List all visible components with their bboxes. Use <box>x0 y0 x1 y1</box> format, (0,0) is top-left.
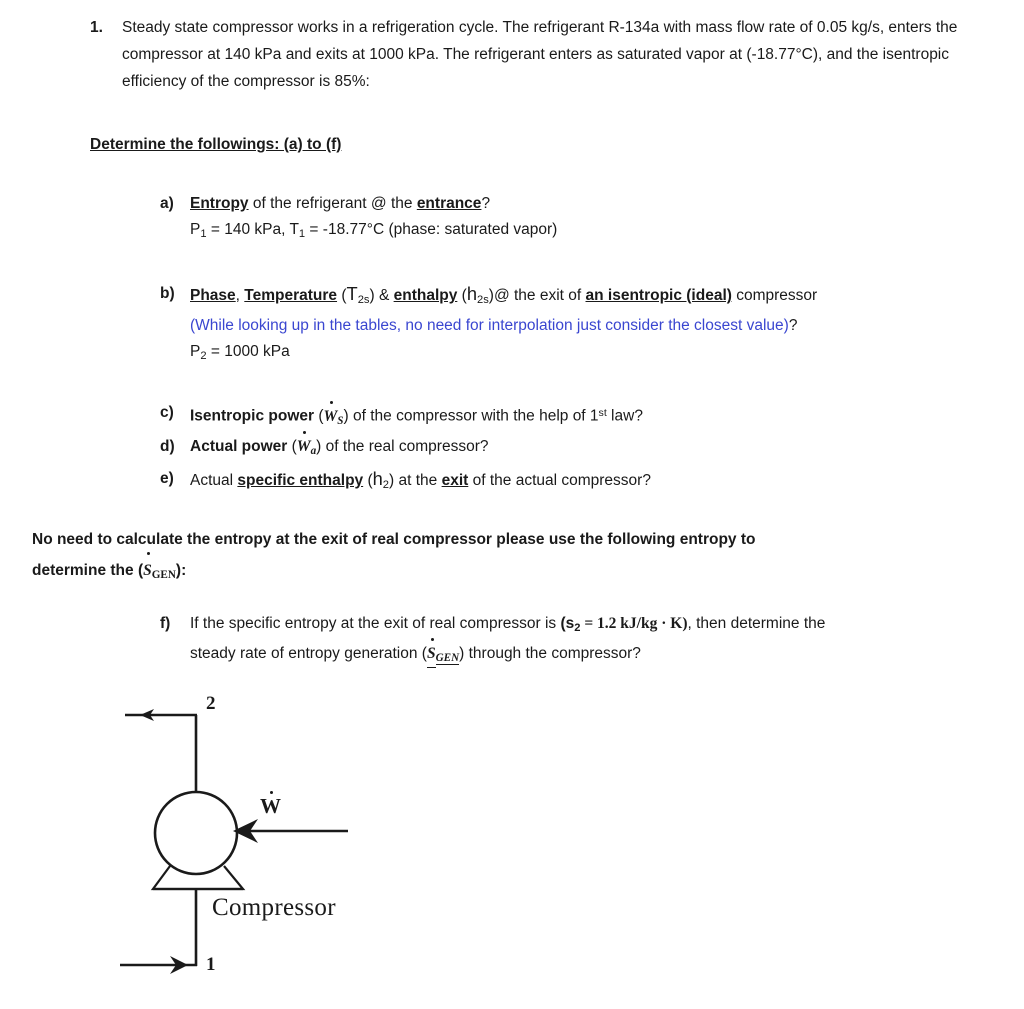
item-d-w-open: ( <box>287 438 297 455</box>
item-a-temperature-value: = -18.77°C (phase: saturated vapor) <box>305 221 558 238</box>
problem-statement-block <box>90 14 975 95</box>
determine-heading <box>90 133 341 157</box>
item-a-entrance-term: entrance <box>416 195 482 212</box>
diagram-label-inlet: 1 <box>206 954 216 975</box>
item-b-h-open: ( <box>457 287 467 304</box>
item-d-text <box>190 434 965 464</box>
item-a-pressure-subscript: 1 <box>200 228 207 241</box>
list-item-a <box>160 191 965 247</box>
note-block <box>32 524 962 591</box>
item-f-entropy-value-subscript: 2 <box>574 622 581 635</box>
item-e-bold-lead: specific enthalpy <box>237 472 364 489</box>
list-item-b <box>160 281 965 369</box>
item-c-text <box>190 400 965 434</box>
item-f-marker: f) <box>160 615 171 632</box>
item-c-bold-lead: Isentropic power <box>190 407 315 425</box>
item-e-text <box>190 466 965 498</box>
diagram-label-outlet: 2 <box>206 693 216 714</box>
inlet-stream-1 <box>120 889 197 974</box>
item-b-note-tail: ? <box>788 317 798 335</box>
item-f-line2-post: ) through the compressor? <box>459 645 641 663</box>
item-f-line2 <box>190 641 965 671</box>
item-e-lead: Actual <box>190 472 238 489</box>
item-f-entropy-value-post: = 1.2 kJ/kg · K) <box>580 615 688 632</box>
note-line-2 <box>32 555 962 591</box>
item-f-line1 <box>190 611 965 641</box>
outlet-stream-2 <box>125 709 197 792</box>
item-e-h-open: ( <box>363 472 373 489</box>
item-a-marker: a) <box>160 195 174 212</box>
item-a-line1 <box>190 191 965 217</box>
item-a-pressure-symbol: P <box>190 221 201 238</box>
item-d-work-symbol: W <box>297 434 311 460</box>
item-e-mid: at the <box>394 472 442 489</box>
item-c-superscript: st <box>598 407 607 419</box>
list-item-c <box>160 400 965 434</box>
item-a-text-end: ? <box>481 195 491 212</box>
item-f-line2-pre: steady rate of entropy generation ( <box>190 645 427 663</box>
item-b-h-subscript: 2s <box>476 294 489 307</box>
question-number: 1. <box>90 19 103 36</box>
compressor-diagram-svg <box>100 686 430 996</box>
note-entropy-gen-subscript: GEN <box>151 569 176 582</box>
item-e-exit-term: exit <box>441 472 469 489</box>
item-c-marker: c) <box>160 404 174 421</box>
item-a-temperature-subscript: 1 <box>298 228 306 241</box>
item-f-entropy-gen-symbol: S <box>427 641 436 668</box>
item-b-t-subscript: 2s <box>357 294 370 307</box>
diagram-label-device: Compressor <box>212 894 336 921</box>
diagram-label-work: W <box>260 794 281 818</box>
item-b-pressure-subscript: 2 <box>200 350 207 363</box>
item-b-line1-tail: compressor <box>731 287 818 304</box>
item-c-work-subscript: S <box>337 414 344 427</box>
item-a-entropy-term: Entropy <box>190 195 249 212</box>
item-a-pressure-value: = 140 kPa, <box>206 221 290 238</box>
item-e-h-subscript: 2 <box>382 479 390 492</box>
item-c-tail-post: law? <box>606 407 643 425</box>
item-e-h-close: ) <box>389 472 395 489</box>
compressor-body-circle <box>155 792 237 874</box>
item-d-marker: d) <box>160 438 175 455</box>
item-c-tail-pre: of the compressor with the help of 1 <box>348 407 599 425</box>
item-d-bold-lead: Actual power <box>190 438 288 455</box>
item-e-marker: e) <box>160 470 174 487</box>
item-f-entropy-value-pre: (s <box>560 615 575 632</box>
note-entropy-gen-symbol: S <box>143 555 152 586</box>
item-f-line1-pre: If the specific entropy at the exit of real compressor is <box>190 615 561 632</box>
item-b-comma: , <box>235 287 245 304</box>
item-b-h-symbol: h <box>466 283 477 304</box>
item-c-w-open: ( <box>314 407 324 425</box>
item-e-tail: of the actual compressor? <box>468 472 651 489</box>
compressor-diagram <box>100 686 430 996</box>
note-line-2-post: ): <box>175 562 187 579</box>
list-item-f <box>160 611 965 671</box>
item-a-temperature-symbol: T <box>289 221 299 238</box>
item-d-tail: of the real compressor? <box>321 438 489 455</box>
item-b-pressure-symbol: P <box>190 343 201 361</box>
problem-statement-text: Steady state compressor works in a refrigeration cycle. The refrigerant R-134a with mass flow rate of 0.05 kg/s, enters the compressor at 140 kPa and exits at 1000 kPa. The refrigerant enters as saturated vapor at (-18.77°C), and the isentropic efficiency of the compressor is 85%: <box>122 19 958 90</box>
item-b-t-close: ) & <box>369 287 394 304</box>
item-c-work-symbol: W <box>324 404 338 430</box>
item-f-line1-post: , then determine the <box>687 615 826 632</box>
item-b-note-blue: (While looking up in the tables, no need for interpolation just consider the closest value) <box>190 317 789 335</box>
determine-heading-text: Determine the followings: (a) to (f) <box>90 136 342 153</box>
item-c-w-close: ) <box>343 407 349 425</box>
item-b-phase-term: Phase <box>190 287 236 304</box>
item-e-h-symbol: h <box>372 468 383 489</box>
item-b-line3 <box>190 339 965 369</box>
item-b-line1 <box>190 281 965 313</box>
item-b-line2 <box>190 313 965 339</box>
work-input-arrow-icon <box>233 819 348 843</box>
item-b-pressure-value: = 1000 kPa <box>206 343 290 361</box>
item-b-t-open: ( <box>337 287 347 304</box>
item-b-isentropic-term: an isentropic (ideal) <box>585 287 732 304</box>
item-b-t-symbol: T <box>346 283 358 304</box>
item-b-temperature-term: Temperature <box>244 287 338 304</box>
item-a-line2 <box>190 217 965 247</box>
note-line-1: No need to calculate the entropy at the exit of real compressor please use the following entropy to <box>32 531 756 548</box>
item-b-marker: b) <box>160 285 175 302</box>
item-b-h-close: )@ the exit of <box>488 287 586 304</box>
item-a-text-mid: of the refrigerant @ the <box>248 195 417 212</box>
item-b-enthalpy-term: enthalpy <box>393 287 458 304</box>
item-f-entropy-gen-subscript: GEN <box>435 652 460 665</box>
list-item-d <box>160 434 965 464</box>
note-line-2-pre: determine the ( <box>32 562 144 579</box>
list-item-e <box>160 466 965 498</box>
item-d-work-subscript: a <box>310 445 317 458</box>
item-d-w-close: ) <box>316 438 322 455</box>
